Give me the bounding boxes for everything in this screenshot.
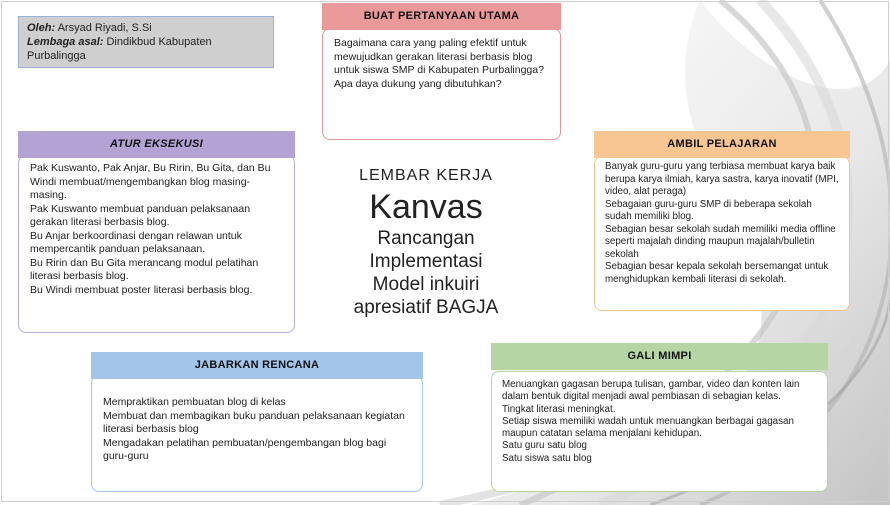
plan-heading: JABARKAN RENCANA [91,352,423,379]
plan-card [91,375,423,492]
lessons-line: Sebagian besar kepala sekolah bersemangat untuk menghidupkan kembali literasi di sekolah. [605,261,829,285]
main-question-line: Bagaimana cara yang paling efektif untuk mewujudkan gerakan literasi berbasis blog untuk siswa SMP di Kabupaten Purbalingga? [334,37,544,76]
lessons-card [594,156,850,311]
subtitle-line: Implementasi [369,251,483,272]
canvas-title: Kanvas [369,188,483,226]
lessons-line: Sebagaian guru-guru SMP di beberapa sekolah sudah memiliki blog. [605,198,812,222]
plan-line: Mengadakan pelatihan pembuatan/pengembangan blog bagi guru-guru [103,436,387,462]
plan-line: Mempraktikan pembuatan blog di kelas [103,396,286,408]
main-question-line: Apa daya dukung yang dibutuhkan? [334,77,502,90]
subtitle-line: Model inkuiri [372,274,480,295]
execution-line: Bu Ririn dan Bu Gita merancang modul pelatihan literasi berbasis blog. [30,256,259,282]
dream-card [491,371,828,492]
lessons-line: Sebagian besar sekolah sudah memiliki media offline seperti majalah dinding maupun majalah/bulletin sekolah [605,223,836,260]
worksheet-label: LEMBAR KERJA [359,167,493,184]
author-box [18,16,274,68]
author-name: Arsyad Riyadi, S.Si [57,22,152,34]
institution-label: Lembaga asal: [27,36,104,48]
execution-line: Pak Kuswanto, Pak Anjar, Bu Ririn, Bu Gita, dan Bu Windi membuat/mengembangkan blog masing-masing. [30,162,271,201]
subtitle-line: apresiatif BAGJA [353,297,499,318]
execution-line: Bu Anjar berkoordinasi dengan relawan untuk mempercantik panduan pelaksanaan. [30,229,242,255]
dream-line: Satu siswa satu blog [502,452,592,464]
dream-heading: GALI MIMPI [491,343,828,370]
execution-heading: ATUR EKSEKUSI [18,131,295,158]
author-label: Oleh: [27,22,56,34]
dream-line: Menuangkan gagasan berupa tulisan, gambar, video dan konten lain dalam bentuk digital menjadi awal pembiasan di sebagian kelas. [502,379,800,403]
execution-card [18,155,295,333]
execution-line: Bu Windi membuat poster literasi berbasis blog. [30,283,253,296]
center-title-block [326,165,526,319]
dream-line: Satu guru satu blog [502,440,587,452]
main-question-heading: BUAT PERTANYAAN UTAMA [322,3,561,30]
main-question-card [322,28,561,140]
lessons-heading: AMBIL PELAJARAN [594,131,850,158]
lessons-line: Banyak guru-guru yang terbiasa membuat karya baik berupa karya ilmiah, karya sastra, karya inovatif (MPI, video, alat peraga) [605,161,839,197]
execution-line: Pak Kuswanto membuat panduan pelaksanaan gerakan literasi berbasis blog. [30,202,251,228]
dream-line: Setiap siswa memiliki wadah untuk menuangkan berbagai gagasan maupun catatan selama menjalani kehidupan. [502,415,794,440]
dream-line: Tingkat literasi meningkat. [502,403,616,415]
subtitle-line: Rancangan [377,228,475,249]
plan-line: Membuat dan membagikan buku panduan pelaksanaan kegiatan literasi berbasis blog [103,409,405,435]
institution-name: Dindikbud Kabupaten Purbalingga [27,36,212,62]
